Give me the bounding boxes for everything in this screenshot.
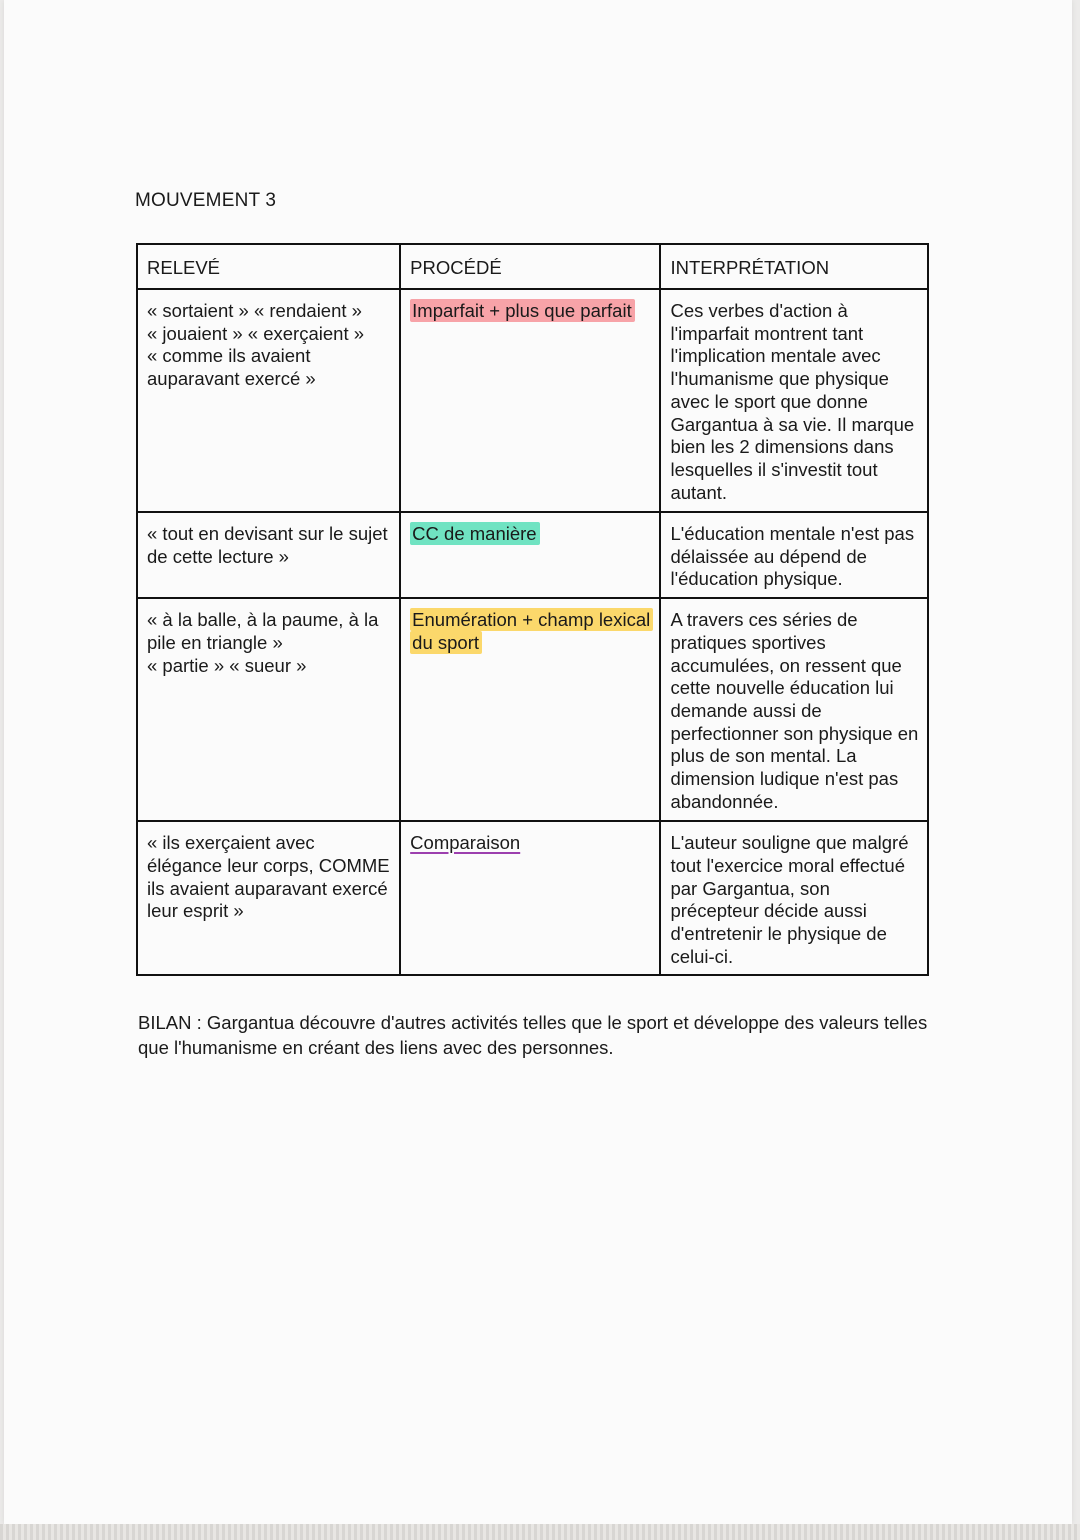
releve-cell: « tout en devisant sur le sujet de cette lecture » — [137, 512, 400, 598]
procede-cell — [400, 289, 660, 512]
interpretation-cell: Ces verbes d'action à l'imparfait montrent tant l'implication mentale avec l'humanisme que physique avec le sport que donne Gargantua à sa vie. Il marque bien les 2 dimensions dans lesquelles il s'investit tout autant. — [660, 289, 928, 512]
section-heading: MOUVEMENT 3 — [135, 190, 277, 211]
highlighted-procede: Imparfait + plus que parfait — [410, 299, 635, 322]
header-procede: PROCÉDÉ — [400, 244, 660, 289]
table-header-row — [137, 244, 928, 289]
releve-cell: « sortaient » « rendaient » « jouaient » « exerçaient » « comme ils avaient auparavant exercé » — [137, 289, 400, 512]
table-row — [137, 512, 928, 598]
interpretation-cell: L'éducation mentale n'est pas délaissée au dépend de l'éducation physique. — [660, 512, 928, 598]
table-row — [137, 289, 928, 512]
procede-cell — [400, 821, 660, 975]
analysis-table — [136, 243, 929, 976]
bilan-paragraph: BILAN : Gargantua découvre d'autres activités telles que le sport et développe des valeurs telles que l'humanisme en créant des liens avec des personnes. — [138, 1012, 928, 1058]
highlighted-procede: CC de manière — [410, 522, 539, 545]
header-interpretation: INTERPRÉTATION — [660, 244, 928, 289]
header-releve: RELEVÉ — [137, 244, 400, 289]
table-row — [137, 598, 928, 821]
interpretation-cell: A travers ces séries de pratiques sportives accumulées, on ressent que cette nouvelle éducation lui demande aussi de perfectionner son physique en plus de son mental. La dimension ludique n'est pas abandonnée. — [660, 598, 928, 821]
releve-cell: « ils exerçaient avec élégance leur corps, COMME ils avaient auparavant exercé leur esprit » — [137, 821, 400, 975]
table-row — [137, 821, 928, 975]
procede-cell — [400, 598, 660, 821]
sheet-protector-edge — [0, 1524, 1080, 1540]
interpretation-cell: L'auteur souligne que malgré tout l'exercice moral effectué par Gargantua, son précepteur décide aussi d'entretenir le physique de celui-ci. — [660, 821, 928, 975]
paper-sheet — [4, 0, 1072, 1524]
underlined-procede: Comparaison — [410, 832, 521, 854]
highlighted-procede: Enumération + champ lexical du sport — [410, 608, 653, 654]
releve-cell: « à la balle, à la paume, à la pile en triangle » « partie » « sueur » — [137, 598, 400, 821]
procede-cell — [400, 512, 660, 598]
